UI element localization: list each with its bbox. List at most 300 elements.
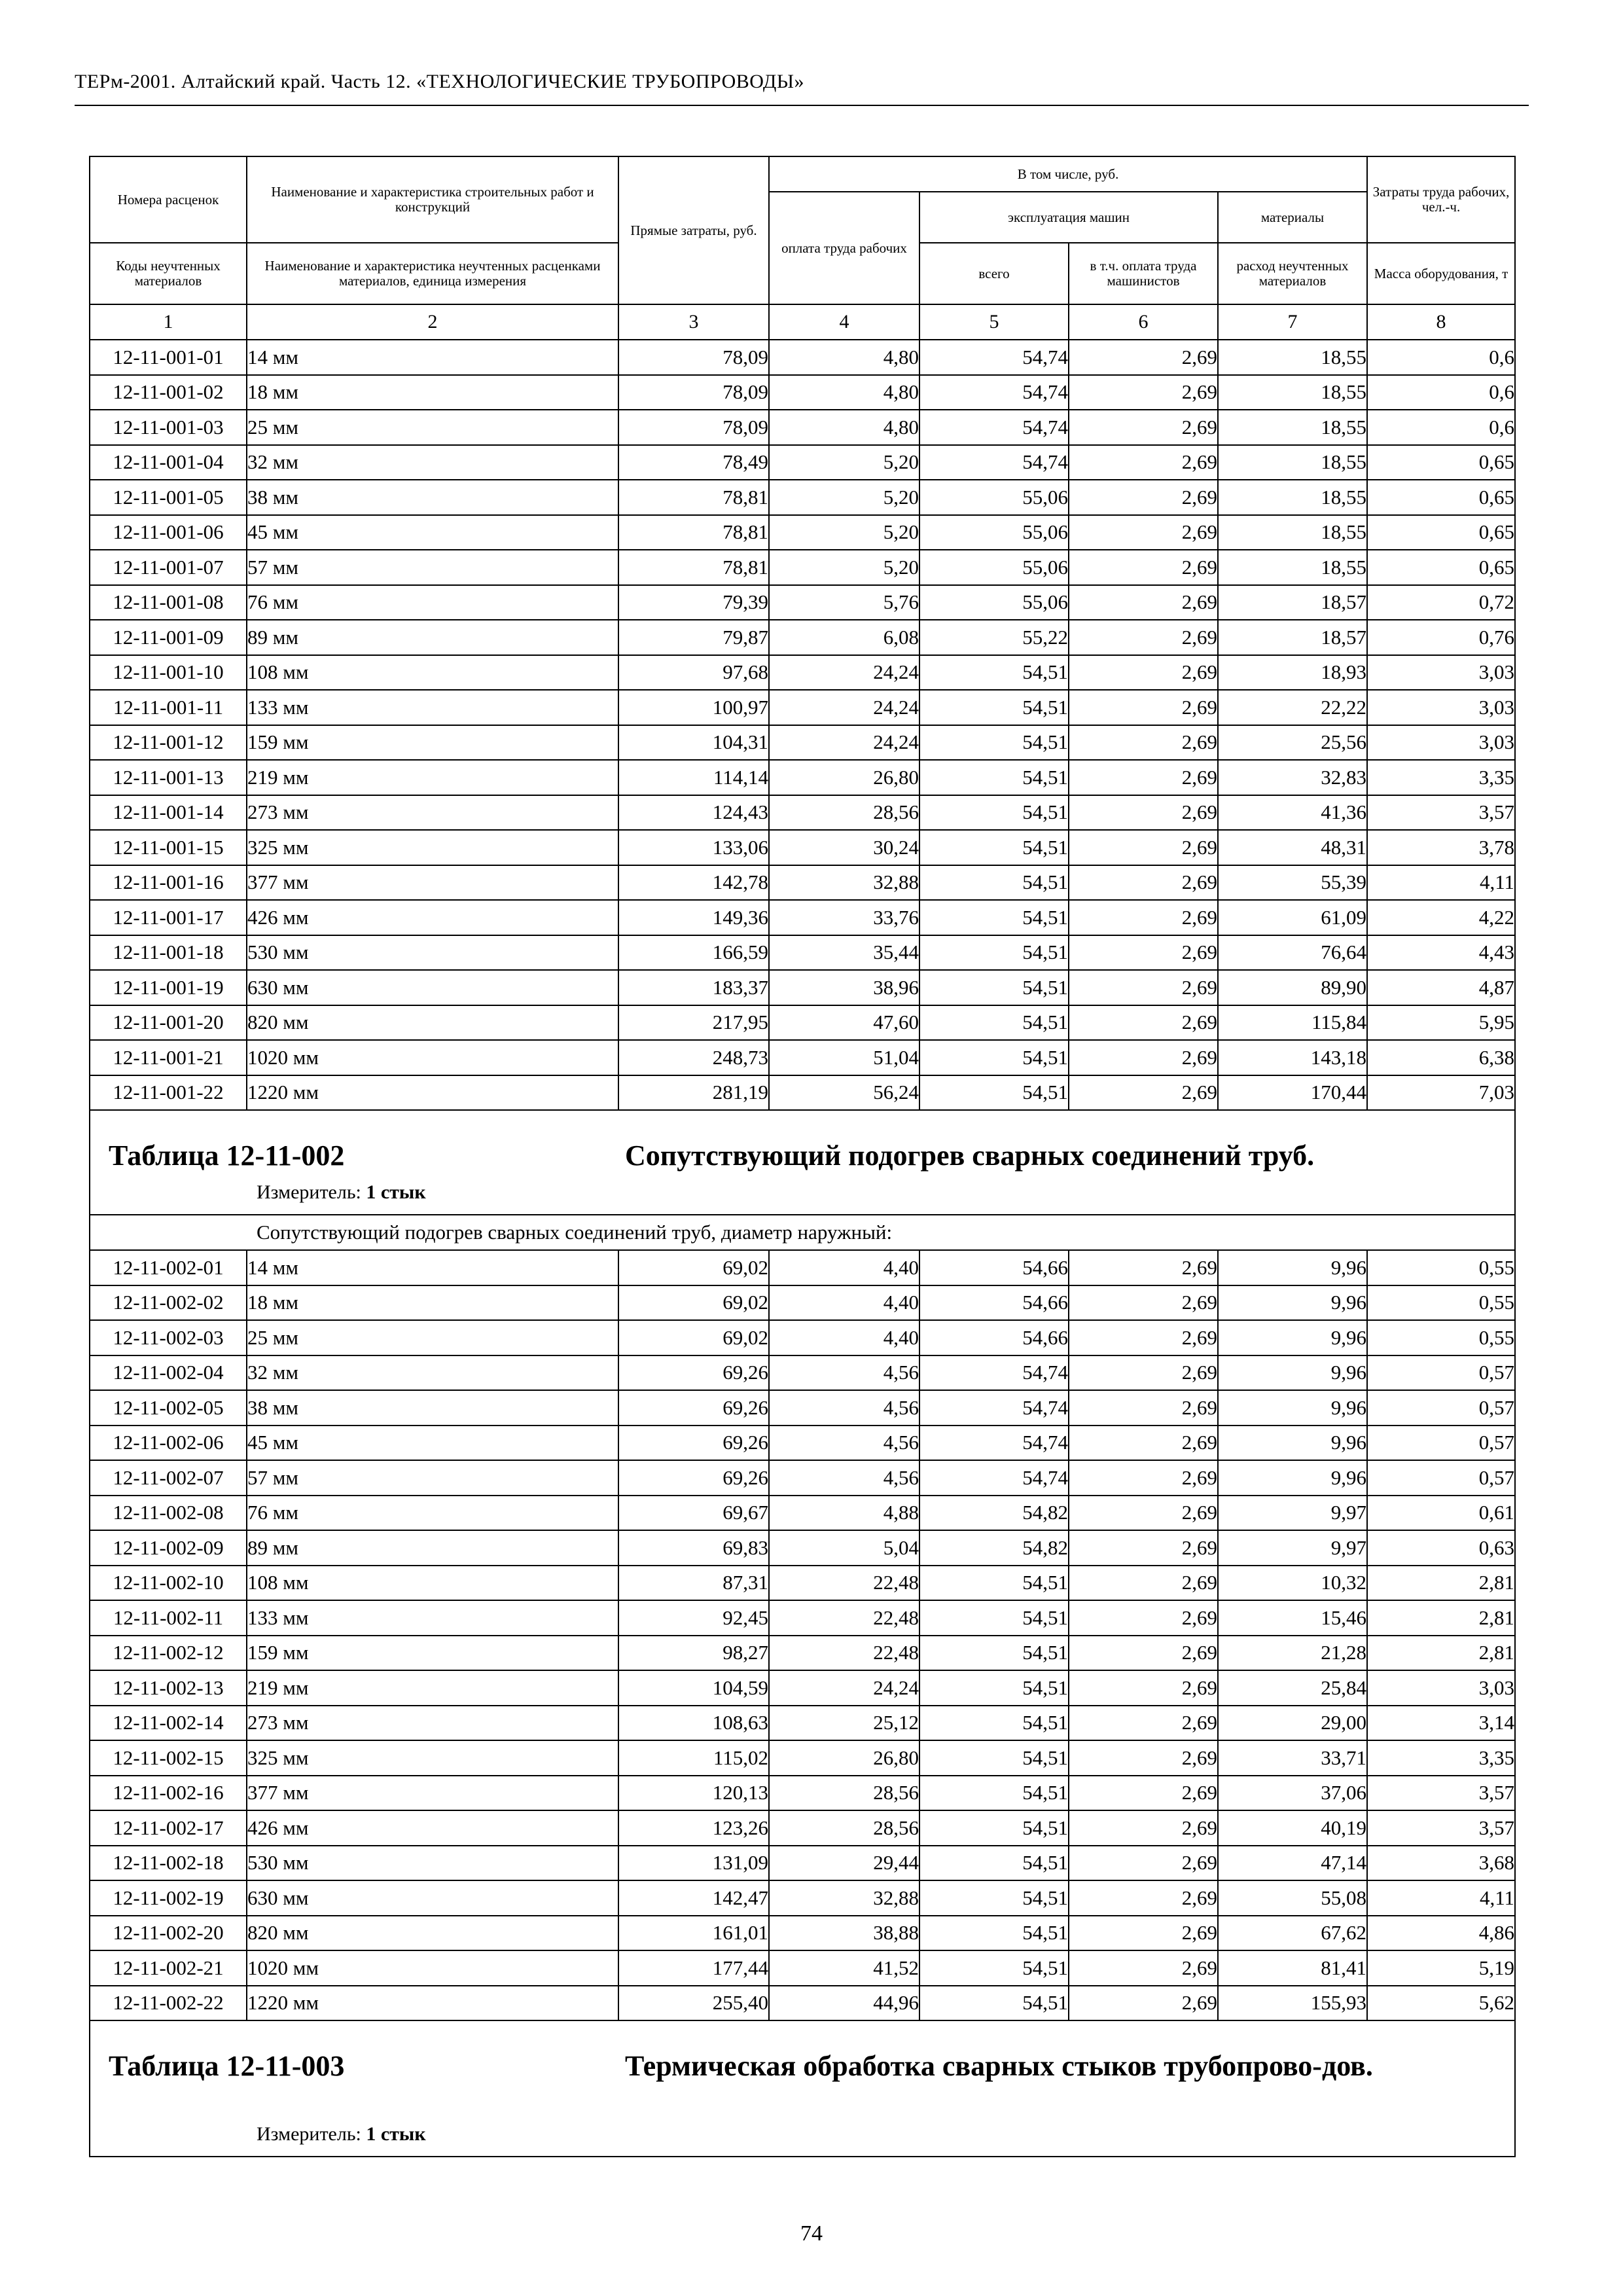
cell-direct-costs: 161,01	[618, 1916, 769, 1951]
cell-direct-costs: 69,26	[618, 1355, 769, 1391]
cell-rate-code: 12-11-001-04	[90, 445, 247, 480]
cell-diameter: 426 мм	[247, 1810, 618, 1846]
cell-diameter: 159 мм	[247, 1636, 618, 1671]
cell-machine-total: 54,66	[919, 1285, 1069, 1321]
cell-machine-total: 54,51	[919, 1566, 1069, 1601]
cell-direct-costs: 217,95	[618, 1005, 769, 1041]
cell-diameter: 219 мм	[247, 1670, 618, 1706]
cell-direct-costs: 92,45	[618, 1600, 769, 1636]
cell-labor-costs: 5,95	[1367, 1005, 1515, 1041]
cell-labor-pay: 4,80	[769, 410, 919, 445]
header-materials-unaccounted: расход неучтенных материалов	[1218, 243, 1367, 304]
cell-machinist-pay: 2,69	[1069, 1460, 1218, 1496]
cell-diameter: 76 мм	[247, 585, 618, 620]
cell-labor-costs: 0,6	[1367, 410, 1515, 445]
cell-machinist-pay: 2,69	[1069, 1355, 1218, 1391]
cell-diameter: 630 мм	[247, 970, 618, 1005]
table-003-label: Таблица 12-11-003	[109, 2050, 345, 2082]
cell-machinist-pay: 2,69	[1069, 760, 1218, 795]
cell-rate-code: 12-11-001-17	[90, 900, 247, 935]
cell-diameter: 1220 мм	[247, 1075, 618, 1111]
header-machine-operation: эксплуатация машин	[919, 192, 1218, 243]
table-003-title: Термическая обработка сварных стыков трубопрово-дов.	[625, 2050, 1373, 2082]
table-row	[90, 1460, 1515, 1496]
cell-machinist-pay: 2,69	[1069, 340, 1218, 375]
meter-label: Измеритель:	[257, 1181, 361, 1203]
cell-machine-total: 54,51	[919, 1986, 1069, 2021]
cell-rate-code: 12-11-002-20	[90, 1916, 247, 1951]
cell-machine-total: 54,51	[919, 1846, 1069, 1881]
cell-machinist-pay: 2,69	[1069, 480, 1218, 515]
cell-diameter: 377 мм	[247, 1776, 618, 1811]
cell-machinist-pay: 2,69	[1069, 515, 1218, 550]
cell-materials: 18,55	[1218, 410, 1367, 445]
table-row	[90, 480, 1515, 515]
cell-machine-total: 54,66	[919, 1250, 1069, 1285]
cell-labor-pay: 5,20	[769, 445, 919, 480]
cell-diameter: 273 мм	[247, 1706, 618, 1741]
cell-labor-pay: 4,88	[769, 1496, 919, 1531]
cell-direct-costs: 124,43	[618, 795, 769, 831]
cell-diameter: 1020 мм	[247, 1950, 618, 1986]
cell-materials: 67,62	[1218, 1916, 1367, 1951]
header-materials: материалы	[1218, 192, 1367, 243]
cell-labor-pay: 26,80	[769, 1740, 919, 1776]
cell-labor-costs: 3,35	[1367, 760, 1515, 795]
cell-direct-costs: 78,81	[618, 515, 769, 550]
cell-rate-code: 12-11-002-08	[90, 1496, 247, 1531]
table-row	[90, 1390, 1515, 1426]
cell-materials: 81,41	[1218, 1950, 1367, 1986]
meter-label: Измеритель:	[257, 2123, 361, 2145]
table-row	[90, 655, 1515, 691]
table-row	[90, 725, 1515, 761]
cell-machine-total: 55,06	[919, 585, 1069, 620]
cell-direct-costs: 69,02	[618, 1285, 769, 1321]
cell-diameter: 133 мм	[247, 690, 618, 725]
cell-machinist-pay: 2,69	[1069, 725, 1218, 761]
cell-direct-costs: 98,27	[618, 1636, 769, 1671]
cell-rate-code: 12-11-001-14	[90, 795, 247, 831]
cell-direct-costs: 115,02	[618, 1740, 769, 1776]
cell-rate-code: 12-11-001-20	[90, 1005, 247, 1041]
table-row	[90, 445, 1515, 480]
column-number: 6	[1069, 304, 1218, 340]
cell-labor-costs: 3,03	[1367, 725, 1515, 761]
cell-machinist-pay: 2,69	[1069, 690, 1218, 725]
header-material-codes: Коды неучтенных материалов	[90, 243, 247, 304]
cell-rate-code: 12-11-001-22	[90, 1075, 247, 1111]
table-003-meter	[257, 2123, 426, 2145]
cell-labor-pay: 33,76	[769, 900, 919, 935]
cell-rate-code: 12-11-002-22	[90, 1986, 247, 2021]
meter-value: 1 стык	[366, 1181, 426, 1203]
cell-machinist-pay: 2,69	[1069, 410, 1218, 445]
cell-rate-code: 12-11-002-01	[90, 1250, 247, 1285]
cell-labor-costs: 0,57	[1367, 1390, 1515, 1426]
cell-labor-costs: 3,57	[1367, 1776, 1515, 1811]
cell-machine-total: 54,51	[919, 795, 1069, 831]
table-row	[90, 340, 1515, 375]
table-row	[90, 1740, 1515, 1776]
cell-machine-total: 54,74	[919, 1390, 1069, 1426]
cell-labor-costs: 5,19	[1367, 1950, 1515, 1986]
cell-diameter: 14 мм	[247, 340, 618, 375]
header-labor-costs: Затраты труда рабочих, чел.-ч.	[1367, 156, 1515, 243]
table-002-meter	[257, 1181, 426, 1204]
cell-machine-total: 54,66	[919, 1320, 1069, 1355]
cell-rate-code: 12-11-001-03	[90, 410, 247, 445]
cell-materials: 21,28	[1218, 1636, 1367, 1671]
header-rule	[75, 105, 1529, 106]
cell-machinist-pay: 2,69	[1069, 935, 1218, 971]
table-row	[90, 1566, 1515, 1601]
cell-labor-costs: 0,55	[1367, 1320, 1515, 1355]
cell-machinist-pay: 2,69	[1069, 445, 1218, 480]
table-row	[90, 865, 1515, 901]
cell-labor-pay: 32,88	[769, 865, 919, 901]
table-row	[90, 585, 1515, 620]
cell-labor-costs: 3,03	[1367, 690, 1515, 725]
cell-labor-pay: 44,96	[769, 1986, 919, 2021]
header-labor-pay: оплата труда рабочих	[769, 192, 919, 304]
cell-machine-total: 54,51	[919, 1810, 1069, 1846]
cell-rate-code: 12-11-002-13	[90, 1670, 247, 1706]
cell-machinist-pay: 2,69	[1069, 1040, 1218, 1075]
cell-materials: 76,64	[1218, 935, 1367, 971]
table-row	[90, 1810, 1515, 1846]
cell-labor-pay: 51,04	[769, 1040, 919, 1075]
cell-labor-pay: 4,56	[769, 1390, 919, 1426]
cell-labor-pay: 28,56	[769, 1776, 919, 1811]
cell-diameter: 530 мм	[247, 1846, 618, 1881]
cell-diameter: 820 мм	[247, 1916, 618, 1951]
cell-materials: 48,31	[1218, 830, 1367, 865]
cell-machine-total: 54,74	[919, 375, 1069, 410]
cell-labor-costs: 0,65	[1367, 550, 1515, 585]
cell-machinist-pay: 2,69	[1069, 795, 1218, 831]
cell-diameter: 273 мм	[247, 795, 618, 831]
cell-rate-code: 12-11-002-11	[90, 1600, 247, 1636]
cell-labor-pay: 38,88	[769, 1916, 919, 1951]
cell-rate-code: 12-11-001-09	[90, 620, 247, 655]
table-002-label: Таблица 12-11-002	[109, 1139, 345, 1172]
table-row	[90, 1320, 1515, 1355]
cell-materials: 18,55	[1218, 515, 1367, 550]
cell-labor-pay: 29,44	[769, 1846, 919, 1881]
table-row	[90, 1880, 1515, 1916]
cell-rate-code: 12-11-002-19	[90, 1880, 247, 1916]
cell-direct-costs: 78,81	[618, 480, 769, 515]
cell-labor-pay: 38,96	[769, 970, 919, 1005]
cell-machine-total: 54,51	[919, 1636, 1069, 1671]
cell-machine-total: 54,51	[919, 1600, 1069, 1636]
cell-machine-total: 54,51	[919, 1670, 1069, 1706]
header-rate-numbers: Номера расценок	[90, 156, 247, 243]
cell-machinist-pay: 2,69	[1069, 1250, 1218, 1285]
cell-labor-costs: 4,86	[1367, 1916, 1515, 1951]
table-row	[90, 1986, 1515, 2021]
cell-materials: 9,97	[1218, 1530, 1367, 1566]
cell-machine-total: 54,51	[919, 1740, 1069, 1776]
cell-materials: 9,96	[1218, 1250, 1367, 1285]
cell-rate-code: 12-11-002-10	[90, 1566, 247, 1601]
table-row	[90, 620, 1515, 655]
cell-labor-pay: 4,56	[769, 1355, 919, 1391]
cell-materials: 9,96	[1218, 1426, 1367, 1461]
table-row	[90, 1846, 1515, 1881]
cell-materials: 37,06	[1218, 1776, 1367, 1811]
table-row	[90, 1636, 1515, 1671]
column-number: 8	[1367, 304, 1515, 340]
cell-machine-total: 54,51	[919, 1075, 1069, 1111]
cell-labor-costs: 3,57	[1367, 795, 1515, 831]
table-001-body	[90, 340, 1515, 1110]
cell-rate-code: 12-11-001-18	[90, 935, 247, 971]
cell-materials: 29,00	[1218, 1706, 1367, 1741]
cell-machinist-pay: 2,69	[1069, 900, 1218, 935]
cell-rate-code: 12-11-002-06	[90, 1426, 247, 1461]
cell-diameter: 38 мм	[247, 1390, 618, 1426]
table-row	[90, 515, 1515, 550]
cell-rate-code: 12-11-002-16	[90, 1776, 247, 1811]
cell-diameter: 32 мм	[247, 445, 618, 480]
cell-labor-costs: 5,62	[1367, 1986, 1515, 2021]
cell-machinist-pay: 2,69	[1069, 1285, 1218, 1321]
cell-machinist-pay: 2,69	[1069, 970, 1218, 1005]
cell-machine-total: 54,51	[919, 900, 1069, 935]
cell-machine-total: 54,51	[919, 1040, 1069, 1075]
table-row	[90, 1005, 1515, 1041]
cell-machine-total: 54,51	[919, 1005, 1069, 1041]
header-including: В том числе, руб.	[769, 156, 1367, 192]
cell-materials: 89,90	[1218, 970, 1367, 1005]
table-row	[90, 1355, 1515, 1391]
cell-materials: 18,55	[1218, 340, 1367, 375]
cell-diameter: 820 мм	[247, 1005, 618, 1041]
cell-labor-costs: 3,68	[1367, 1846, 1515, 1881]
cell-materials: 9,96	[1218, 1320, 1367, 1355]
cell-diameter: 25 мм	[247, 410, 618, 445]
table-row	[90, 1706, 1515, 1741]
cell-rate-code: 12-11-002-04	[90, 1355, 247, 1391]
cell-machine-total: 54,51	[919, 690, 1069, 725]
table-row	[90, 900, 1515, 935]
cell-direct-costs: 78,49	[618, 445, 769, 480]
cell-direct-costs: 69,26	[618, 1460, 769, 1496]
table-row	[90, 1916, 1515, 1951]
cell-rate-code: 12-11-002-18	[90, 1846, 247, 1881]
cell-rate-code: 12-11-001-10	[90, 655, 247, 691]
cell-direct-costs: 78,09	[618, 410, 769, 445]
cell-machine-total: 54,51	[919, 1880, 1069, 1916]
column-number: 4	[769, 304, 919, 340]
cell-labor-pay: 41,52	[769, 1950, 919, 1986]
cell-labor-pay: 4,56	[769, 1426, 919, 1461]
cell-labor-costs: 4,11	[1367, 1880, 1515, 1916]
cell-materials: 115,84	[1218, 1005, 1367, 1041]
cell-direct-costs: 149,36	[618, 900, 769, 935]
cell-machinist-pay: 2,69	[1069, 1390, 1218, 1426]
cell-labor-pay: 26,80	[769, 760, 919, 795]
cell-labor-costs: 0,57	[1367, 1460, 1515, 1496]
table-row	[90, 830, 1515, 865]
header-work-name: Наименование и характеристика строительных работ и конструкций	[247, 156, 618, 243]
cell-labor-pay: 5,20	[769, 515, 919, 550]
cell-labor-pay: 24,24	[769, 690, 919, 725]
cell-labor-costs: 0,63	[1367, 1530, 1515, 1566]
cell-direct-costs: 142,47	[618, 1880, 769, 1916]
table-row	[90, 795, 1515, 831]
cell-labor-pay: 4,40	[769, 1320, 919, 1355]
column-number: 2	[247, 304, 618, 340]
cell-machine-total: 54,51	[919, 1916, 1069, 1951]
cell-machine-total: 54,51	[919, 865, 1069, 901]
cell-machinist-pay: 2,69	[1069, 1740, 1218, 1776]
cell-diameter: 57 мм	[247, 1460, 618, 1496]
cell-diameter: 159 мм	[247, 725, 618, 761]
cell-machinist-pay: 2,69	[1069, 1880, 1218, 1916]
cell-labor-costs: 4,11	[1367, 865, 1515, 901]
cell-machinist-pay: 2,69	[1069, 1950, 1218, 1986]
cell-direct-costs: 104,31	[618, 725, 769, 761]
cell-labor-pay: 28,56	[769, 1810, 919, 1846]
header-material-name: Наименование и характеристика неучтенных расценками материалов, единица измерения	[247, 243, 618, 304]
cell-direct-costs: 177,44	[618, 1950, 769, 1986]
cell-machine-total: 54,51	[919, 1776, 1069, 1811]
cell-rate-code: 12-11-001-02	[90, 375, 247, 410]
column-number: 3	[618, 304, 769, 340]
cell-direct-costs: 120,13	[618, 1776, 769, 1811]
cell-labor-costs: 3,03	[1367, 1670, 1515, 1706]
cell-labor-costs: 0,57	[1367, 1355, 1515, 1391]
cell-diameter: 32 мм	[247, 1355, 618, 1391]
table-row	[90, 760, 1515, 795]
table-row	[90, 1285, 1515, 1321]
cell-direct-costs: 142,78	[618, 865, 769, 901]
table-row	[90, 1426, 1515, 1461]
cell-diameter: 89 мм	[247, 620, 618, 655]
cell-materials: 170,44	[1218, 1075, 1367, 1111]
cell-materials: 10,32	[1218, 1566, 1367, 1601]
table-row	[90, 1040, 1515, 1075]
cell-labor-pay: 4,40	[769, 1250, 919, 1285]
cell-direct-costs: 255,40	[618, 1986, 769, 2021]
cell-materials: 18,55	[1218, 445, 1367, 480]
cell-diameter: 38 мм	[247, 480, 618, 515]
cell-direct-costs: 97,68	[618, 655, 769, 691]
cell-machine-total: 54,74	[919, 1460, 1069, 1496]
cell-diameter: 219 мм	[247, 760, 618, 795]
table-row	[90, 550, 1515, 585]
cell-rate-code: 12-11-001-01	[90, 340, 247, 375]
cell-machine-total: 55,06	[919, 515, 1069, 550]
cell-labor-costs: 2,81	[1367, 1566, 1515, 1601]
table-002-heading	[90, 1110, 1515, 1250]
cell-labor-pay: 22,48	[769, 1636, 919, 1671]
cell-materials: 47,14	[1218, 1846, 1367, 1881]
cell-labor-pay: 56,24	[769, 1075, 919, 1111]
cell-diameter: 76 мм	[247, 1496, 618, 1531]
meter-value: 1 стык	[366, 2123, 426, 2145]
table-002-subheading: Сопутствующий подогрев сварных соединений труб, диаметр наружный:	[90, 1215, 1515, 1250]
cell-rate-code: 12-11-001-06	[90, 515, 247, 550]
cell-labor-costs: 4,43	[1367, 935, 1515, 971]
table-row	[90, 1670, 1515, 1706]
table-row	[90, 1075, 1515, 1111]
table-row	[90, 1530, 1515, 1566]
cell-direct-costs: 166,59	[618, 935, 769, 971]
cell-direct-costs: 69,26	[618, 1390, 769, 1426]
cell-materials: 9,96	[1218, 1285, 1367, 1321]
cell-direct-costs: 281,19	[618, 1075, 769, 1111]
cell-direct-costs: 78,09	[618, 375, 769, 410]
cell-machine-total: 54,51	[919, 1950, 1069, 1986]
cell-diameter: 1020 мм	[247, 1040, 618, 1075]
column-number: 1	[90, 304, 247, 340]
cell-materials: 18,55	[1218, 480, 1367, 515]
cell-labor-costs: 3,14	[1367, 1706, 1515, 1741]
cell-machinist-pay: 2,69	[1069, 1636, 1218, 1671]
cell-machine-total: 54,74	[919, 445, 1069, 480]
cell-direct-costs: 78,81	[618, 550, 769, 585]
cell-labor-costs: 0,61	[1367, 1496, 1515, 1531]
cell-labor-costs: 0,55	[1367, 1285, 1515, 1321]
cell-rate-code: 12-11-002-15	[90, 1740, 247, 1776]
cell-labor-pay: 5,20	[769, 550, 919, 585]
table-row	[90, 690, 1515, 725]
column-number: 5	[919, 304, 1069, 340]
cell-labor-costs: 0,76	[1367, 620, 1515, 655]
cell-diameter: 630 мм	[247, 1880, 618, 1916]
cell-diameter: 530 мм	[247, 935, 618, 971]
cell-direct-costs: 69,67	[618, 1496, 769, 1531]
cell-labor-costs: 2,81	[1367, 1600, 1515, 1636]
cell-materials: 18,55	[1218, 550, 1367, 585]
cell-materials: 18,55	[1218, 375, 1367, 410]
cell-diameter: 45 мм	[247, 515, 618, 550]
cell-machine-total: 54,51	[919, 830, 1069, 865]
cell-machinist-pay: 2,69	[1069, 1566, 1218, 1601]
cell-materials: 143,18	[1218, 1040, 1367, 1075]
cell-labor-costs: 6,38	[1367, 1040, 1515, 1075]
cell-direct-costs: 87,31	[618, 1566, 769, 1601]
cell-materials: 9,97	[1218, 1496, 1367, 1531]
cell-rate-code: 12-11-001-13	[90, 760, 247, 795]
cell-diameter: 18 мм	[247, 375, 618, 410]
cell-direct-costs: 69,02	[618, 1250, 769, 1285]
cell-labor-costs: 0,65	[1367, 445, 1515, 480]
cell-labor-costs: 0,6	[1367, 340, 1515, 375]
cell-machine-total: 55,06	[919, 550, 1069, 585]
header-machinist-pay: в т.ч. оплата труда машинистов	[1069, 243, 1218, 304]
cell-materials: 32,83	[1218, 760, 1367, 795]
cell-machine-total: 54,51	[919, 1706, 1069, 1741]
cell-machine-total: 54,82	[919, 1496, 1069, 1531]
cell-direct-costs: 104,59	[618, 1670, 769, 1706]
cell-materials: 18,57	[1218, 585, 1367, 620]
cell-machinist-pay: 2,69	[1069, 1846, 1218, 1881]
table-row	[90, 970, 1515, 1005]
cell-machinist-pay: 2,69	[1069, 550, 1218, 585]
cell-labor-pay: 24,24	[769, 725, 919, 761]
rates-table	[89, 156, 1516, 2157]
cell-direct-costs: 133,06	[618, 830, 769, 865]
page-number: 74	[800, 2221, 823, 2246]
cell-machinist-pay: 2,69	[1069, 655, 1218, 691]
cell-direct-costs: 69,02	[618, 1320, 769, 1355]
cell-labor-costs: 3,78	[1367, 830, 1515, 865]
